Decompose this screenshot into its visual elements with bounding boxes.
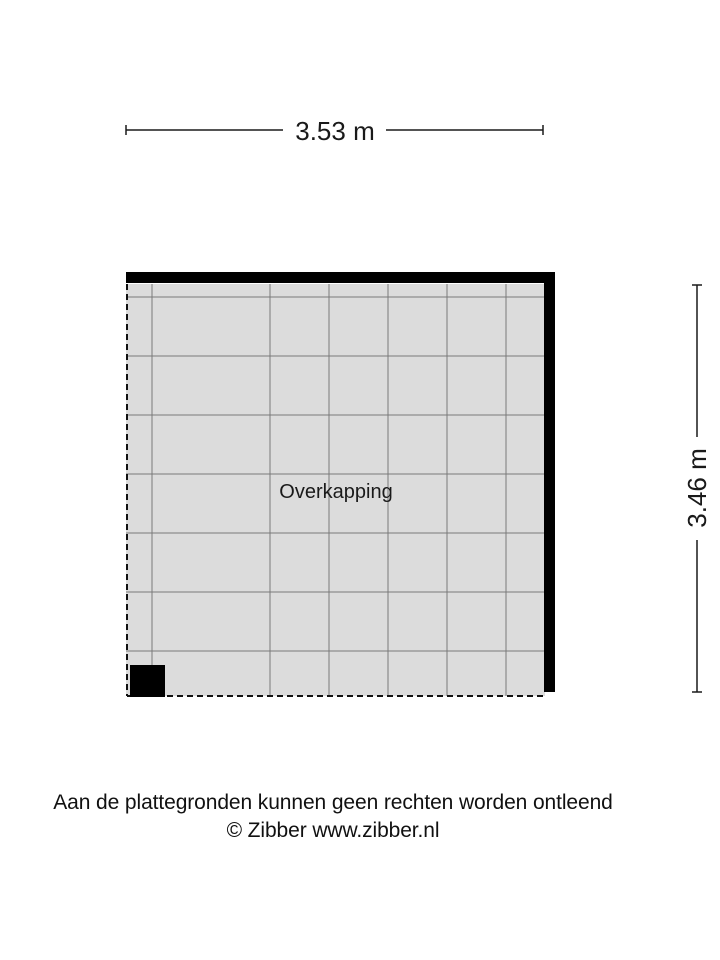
copyright-text: © Zibber www.zibber.nl: [226, 819, 440, 842]
height-dimension-label: 3.46 m: [682, 448, 712, 528]
room-label: Overkapping: [279, 481, 393, 503]
corner-post: [130, 665, 165, 697]
width-dimension-label: 3.53 m: [295, 116, 375, 146]
disclaimer-text: Aan de plattegronden kunnen geen rechten worden ontleend: [53, 791, 613, 814]
